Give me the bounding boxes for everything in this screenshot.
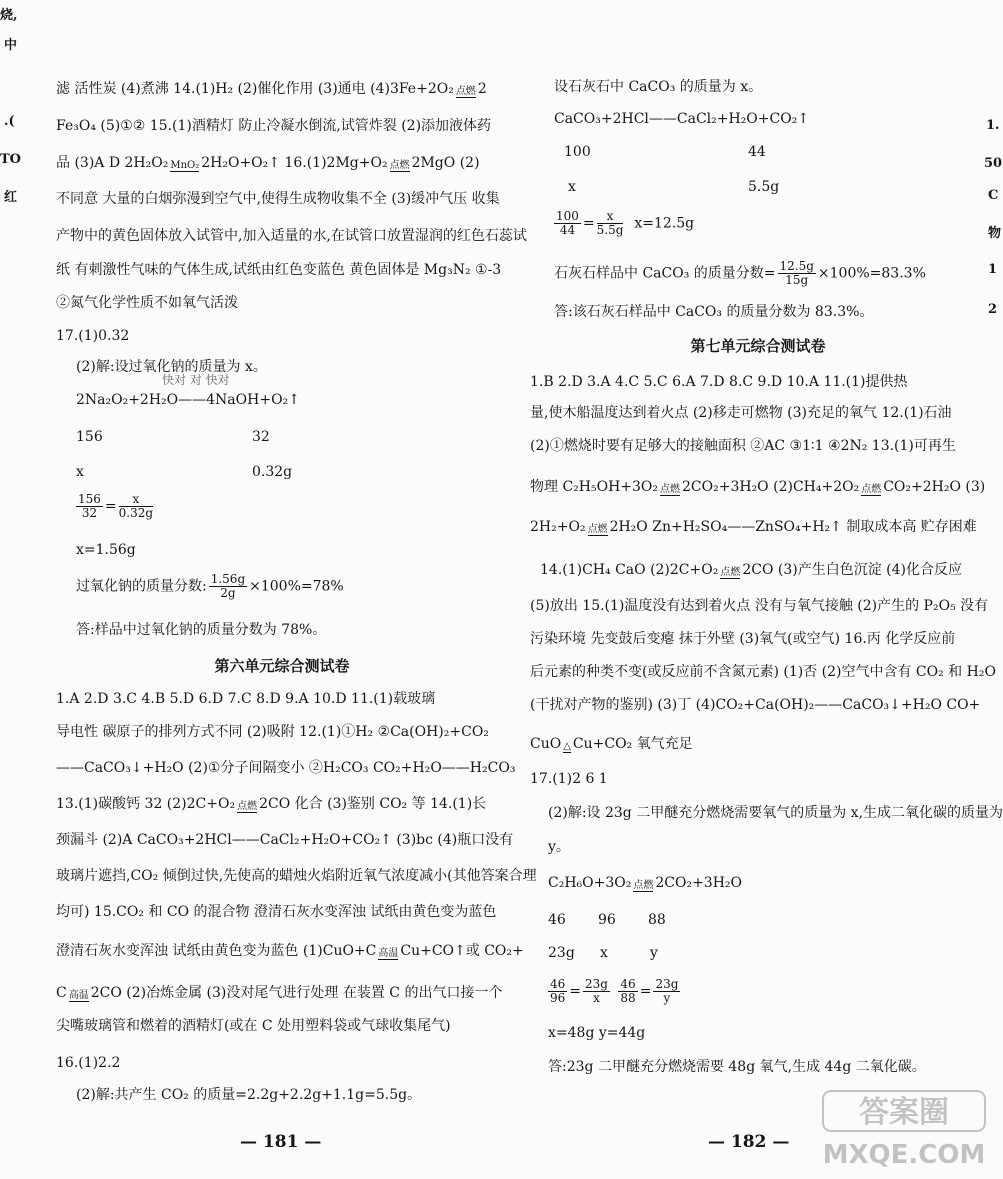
ratio-line: 96 (598, 912, 616, 928)
percentage-line (554, 260, 926, 287)
arrow-bar (378, 959, 398, 960)
answer-line: 答:该石灰石样品中 CaCO₃ 的质量分数为 83.3%。 (554, 304, 874, 320)
text: 点燃 (660, 484, 681, 495)
equation-line: 2Na₂O₂+2H₂O——4NaOH+O₂↑ (76, 392, 300, 408)
fraction (548, 978, 567, 1005)
answer-line: 不同意 大量的白烟弥漫到空气中,使得生成物收集不全 (3)缓冲气压 收集 (56, 191, 500, 207)
fraction (209, 573, 247, 600)
numerator: 46 (620, 977, 636, 991)
text: ×100%=83.3% (817, 265, 926, 282)
condition-mark (660, 484, 680, 496)
section-heading: 第七单元综合测试卷 (690, 337, 826, 355)
heat-mark (563, 741, 571, 753)
denominator: 96 (550, 991, 566, 1005)
arrow-bar (237, 812, 257, 813)
answer-line (56, 984, 502, 1002)
text: Cu+CO↑或 CO₂+ (400, 943, 524, 959)
answer-line: (2)解:设过氧化钠的质量为 x。 (76, 359, 267, 375)
ratio-line: 44 (748, 144, 766, 160)
fraction (76, 493, 103, 520)
equation-line: CaCO₃+2HCl——CaCl₂+H₂O+CO₂↑ (554, 111, 810, 127)
fraction (778, 260, 816, 287)
fraction (119, 493, 153, 520)
ratio-line: 0.32g (252, 464, 293, 480)
text: 14.(1)CH₄ CaO (2)2C+O₂ (540, 562, 719, 578)
text: 2CO (3)产生白色沉淀 (4)化合反应 (742, 562, 963, 578)
condition-mark (861, 484, 881, 496)
ratio-line: x (600, 945, 608, 961)
answer-line (530, 478, 985, 496)
numerator: x (119, 493, 153, 507)
text: 品 (3)A D 2H₂O₂ (56, 155, 169, 171)
text: 点燃 (861, 484, 882, 495)
condition-mark (456, 86, 476, 98)
condition-mark (588, 524, 608, 536)
ratio-line: 5.5g (748, 179, 780, 195)
text: 滤 活性炭 (4)煮沸 14.(1)H₂ (2)催化作用 (3)通电 (4)3Fe+2O₂ (56, 81, 454, 97)
margin-fragment: C (988, 188, 999, 203)
text: 2CO 化合 (3)鉴别 CO₂ 等 14.(1)长 (259, 796, 487, 812)
margin-fragment: TO (0, 152, 21, 167)
arrow-bar (660, 495, 680, 496)
answer-line: 17.(1)2 6 1 (530, 771, 608, 787)
text: 点燃 (237, 801, 258, 812)
condition-mark (633, 880, 653, 892)
numerator: 23g (655, 977, 679, 991)
denominator: x (593, 991, 600, 1005)
answer-line: Fe₃O₄ (5)①② 15.(1)酒精灯 防止冷凝水倒流,试管炸裂 (2)添加液体药 (56, 118, 492, 134)
margin-fragment: 1 (988, 262, 998, 277)
ratio-line: x (568, 179, 576, 195)
margin-fragment: 1. (986, 118, 1000, 133)
answer-line: 17.(1)0.32 (56, 328, 130, 344)
answer-line: (干扰对产物的鉴别) (3)丁 (4)CO₂+Ca(OH)₂——CaCO₃↓+H₂O CO+ (530, 697, 981, 713)
margin-fragment: 2 (988, 302, 998, 317)
answer-line: 导电性 碳原子的排列方式不同 (2)吸附 12.(1)①H₂ ②Ca(OH)₂+CO₂ (56, 724, 489, 740)
proportion-line: $\frac{46}{96}$ = $\frac{23g}{x}$ $\frac{46}{88}$ = $\frac{23g}{y}$ (550, 977, 679, 1005)
ratio-line: 88 (648, 912, 666, 928)
margin-fragment: 烧, (0, 8, 18, 23)
fraction (554, 210, 581, 237)
answer-line (540, 561, 962, 579)
text: C (56, 985, 67, 1001)
answer-line (56, 80, 487, 98)
arrow-bar (633, 891, 653, 892)
answer-line: 量,使木船温度达到着火点 (2)移走可燃物 (3)充足的氧气 12.(1)石油 (530, 405, 952, 421)
answer-line: 均可) 15.CO₂ 和 CO 的混合物 澄清石灰水变浑浊 试纸由黄色变为蓝色 (56, 904, 497, 920)
ratio-line: 156 (76, 429, 103, 445)
equation-line (548, 874, 742, 892)
text: 2H₂+O₂ (530, 519, 586, 535)
text: 2H₂O+O₂↑ 16.(1)2Mg+O₂ (201, 155, 388, 171)
text: MnO₂ (170, 160, 200, 171)
arrow-bar (170, 171, 199, 172)
fraction (653, 978, 680, 1005)
text: 2 (477, 81, 487, 97)
answer-line (56, 154, 480, 172)
condition-mark (720, 567, 740, 579)
text: △ (563, 741, 571, 752)
answer-line: (2)①燃烧时要有足够大的接触面积 ②AC ③1∶1 ④2N₂ 13.(1)可再生 (530, 438, 956, 454)
numerator: 100 (556, 209, 579, 223)
watermark-url: MXQE.COM (822, 1140, 986, 1170)
answer-line: 纸 有刺激性气味的气体生成,试纸由红色变蓝色 黄色固体是 Mg₃N₂ ①-3 (56, 262, 502, 278)
text: 高温 (378, 948, 399, 959)
condition-mark (378, 948, 398, 960)
numerator: 23g (585, 977, 608, 991)
ratio-line: 46 (548, 912, 566, 928)
answer-line: 设石灰石中 CaCO₃ 的质量为 x。 (554, 79, 763, 95)
page-number: — 181 — (240, 1132, 322, 1152)
margin-fragment: 红 (4, 190, 18, 205)
arrow-bar (456, 97, 476, 98)
watermark-logo (815, 1087, 990, 1173)
condition-mark (237, 801, 257, 813)
denominator: 88 (620, 991, 636, 1005)
answer-line (530, 735, 693, 753)
answer-line: (5)放出 15.(1)温度没有达到着火点 没有与氧气接触 (2)产生的 P₂O₅ 没有 (530, 598, 989, 614)
proportion-line: $\frac{156}{32}$ = $\frac{x}{0.32g}$ (78, 492, 154, 520)
text: 点燃 (455, 86, 476, 97)
ratio-line: y (650, 945, 658, 961)
answer-line (56, 942, 524, 960)
denominator: 2g (220, 586, 236, 600)
arrow-bar (861, 495, 881, 496)
arrow-bar (563, 752, 571, 753)
text: 高温 (68, 990, 89, 1001)
text: 2CO (2)冶炼金属 (3)没对尾气进行处理 在装置 C 的出气口接一个 (90, 985, 503, 1001)
ratio-line: 32 (252, 429, 270, 445)
margin-fragment: .( (4, 114, 15, 129)
result-line: x=1.56g (76, 542, 136, 558)
condition-mark (69, 990, 89, 1002)
handwritten-note: 快对 对 快对 (162, 373, 230, 387)
proportion-line: $\frac{100}{44}$ = $\frac{x}{5.5g}$ x=12.5g (556, 209, 695, 237)
numerator: 46 (550, 977, 566, 991)
arrow-bar (390, 171, 410, 172)
fraction (597, 210, 624, 237)
answer-line: 尖嘴玻璃管和燃着的酒精灯(或在 C 处用塑料袋或气球收集尾气) (56, 1018, 451, 1034)
ratio-line: 23g (548, 945, 575, 961)
text: CO₂+2H₂O (3) (883, 479, 986, 495)
numerator: 12.5g (779, 259, 814, 273)
fraction (618, 978, 637, 1005)
text: x=12.5g (634, 215, 695, 232)
text: 13.(1)碳酸钙 32 (2)2C+O₂ (56, 796, 236, 812)
arrow-bar (720, 578, 740, 579)
answer-line: 后元素的种类不变(或反应前不含氮元素) (1)否 (2)空气中含有 CO₂ 和 H₂O (530, 664, 996, 680)
numerator: 156 (78, 492, 101, 506)
text: 澄清石灰水变浑浊 试纸由黄色变为蓝色 (1)CuO+C (56, 943, 377, 959)
text: 2H₂O Zn+H₂SO₄——ZnSO₄+H₂↑ 制取成本高 贮存困难 (609, 519, 977, 535)
denominator: 15g (785, 273, 809, 287)
answer-line (56, 795, 486, 813)
arrow-bar (69, 1001, 89, 1002)
answer-line: 1.A 2.D 3.C 4.B 5.D 6.D 7.C 8.D 9.A 10.D 11.(1)载玻璃 (56, 691, 436, 707)
text: ×100%=78% (249, 578, 344, 595)
text: 过氧化钠的质量分数: (76, 578, 207, 595)
answer-line: 颈漏斗 (2)A CaCO₃+2HCl——CaCl₂+H₂O+CO₂↑ (3)bc (4)瓶口没有 (56, 832, 514, 848)
denominator: 32 (81, 506, 98, 520)
ratio-line: x (76, 464, 84, 480)
denominator: 44 (559, 223, 576, 237)
answer-line: (2)解:共产生 CO₂ 的质量=2.2g+2.2g+1.1g=5.5g。 (76, 1087, 422, 1103)
answer-line: 1.B 2.D 3.A 4.C 5.C 6.A 7.D 8.C 9.D 10.A 11.(1)提供热 (530, 374, 908, 390)
answer-line: (2)解:设 23g 二甲醚充分燃烧需要氧气的质量为 x,生成二氧化碳的质量为 (548, 805, 1003, 821)
text: 点燃 (587, 524, 608, 535)
margin-fragment: 中 (4, 38, 18, 53)
section-heading: 第六单元综合测试卷 (214, 657, 350, 675)
text: CuO (530, 736, 562, 752)
denominator: y (663, 991, 671, 1005)
denominator: 5.5g (596, 223, 624, 237)
text: 2MgO (2) (411, 155, 480, 171)
percentage-line (76, 573, 344, 600)
text: Cu+CO₂ 氧气充足 (572, 736, 693, 752)
answer-line: 16.(1)2.2 (56, 1055, 121, 1071)
answer-line: ——CaCO₃↓+H₂O (2)①分子间隔变小 ②H₂CO₃ CO₂+H₂O——H₂CO₃ (56, 760, 516, 776)
answer-line (530, 518, 977, 536)
answer-line: y。 (548, 839, 570, 855)
text: 2CO₂+3H₂O (2)CH₄+2O₂ (682, 479, 860, 495)
answer-line: 玻璃片遮挡,CO₂ 倾倒过快,先使高的蜡烛火焰附近氧气浓度减小(其他答案合理 (56, 868, 537, 884)
margin-fragment: 物 (988, 226, 1002, 241)
text: 点燃 (389, 160, 410, 171)
condition-mark (390, 160, 410, 172)
text: 点燃 (633, 880, 654, 891)
catalyst-mark (170, 160, 199, 172)
text: C₂H₆O+3O₂ (548, 875, 632, 891)
watermark-text: 答案圈 (859, 1095, 949, 1130)
answer-line: 答:23g 二甲醚充分燃烧需要 48g 氧气,生成 44g 二氧化碳。 (548, 1059, 926, 1075)
answer-line: 污染环境 先变鼓后变瘪 抹于外壁 (3)氧气(或空气) 16.丙 化学反应前 (530, 631, 956, 647)
answer-line: ②氮气化学性质不如氧气活泼 (56, 295, 238, 311)
margin-fragment: 50 (984, 156, 1003, 171)
text: 物理 C₂H₅OH+3O₂ (530, 479, 659, 495)
text: 2CO₂+3H₂O (655, 875, 743, 891)
page-number: — 182 — (708, 1132, 790, 1152)
answer-line: 答:样品中过氧化钠的质量分数为 78%。 (76, 622, 327, 638)
numerator: 1.56g (210, 572, 246, 586)
text: 点燃 (720, 567, 741, 578)
denominator: 0.32g (118, 506, 154, 520)
answer-line: 产物中的黄色固体放入试管中,加入适量的水,在试管口放置湿润的红色石蕊试 (56, 228, 527, 244)
arrow-bar (588, 535, 608, 536)
fraction (583, 978, 610, 1005)
text: 石灰石样品中 CaCO₃ 的质量分数= (554, 265, 776, 282)
result-line: x=48g y=44g (548, 1025, 646, 1041)
numerator: x (597, 210, 624, 224)
ratio-line: 100 (564, 144, 591, 160)
